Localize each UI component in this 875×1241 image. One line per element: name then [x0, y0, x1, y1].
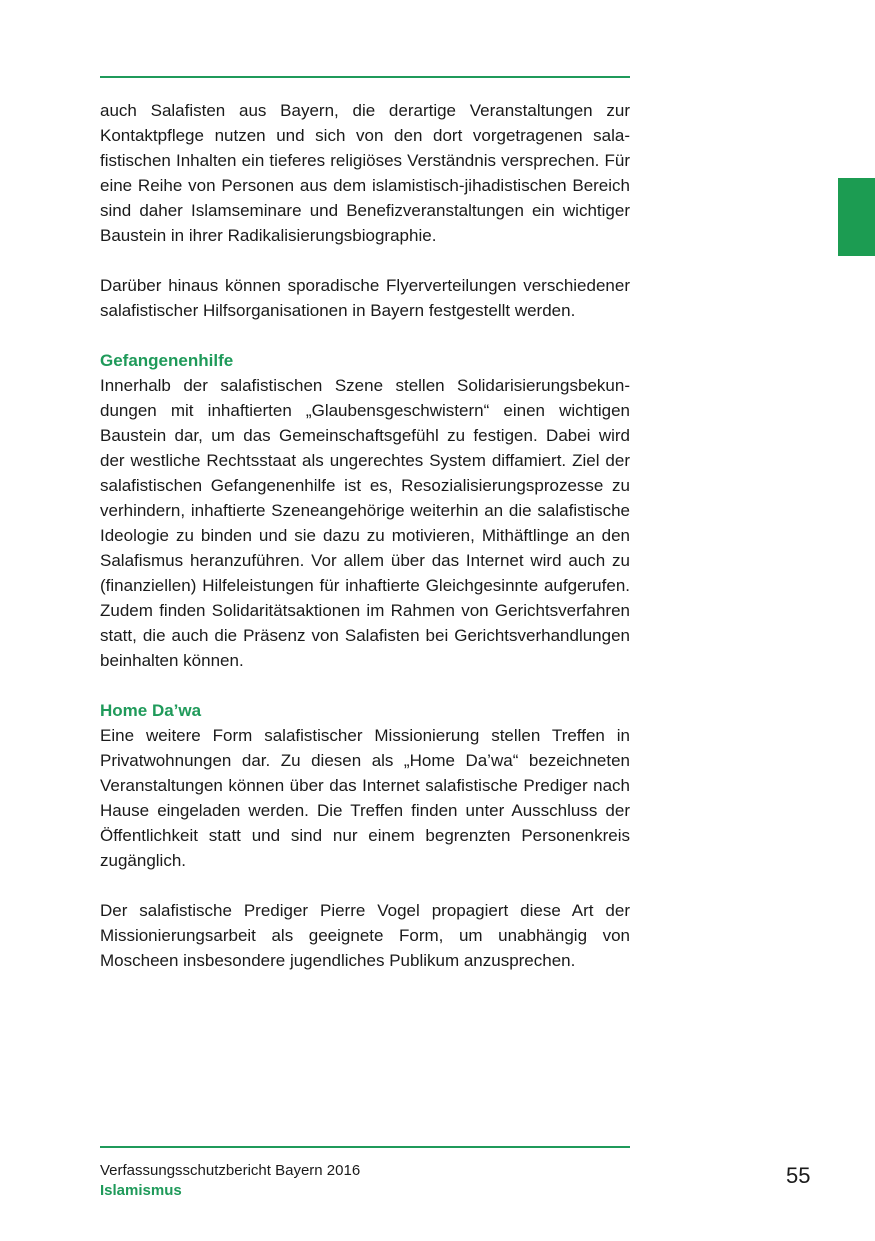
chapter-tab-marker [838, 178, 875, 256]
paragraph: Eine weitere Form salafistischer Missionierung stellen Treffen in Privatwohnungen dar. Zu diesen als „Home Da’wa“ bezeichneten Veranstaltungen können über das Internet salafistische Prediger nach Hause eingeladen werden. Die Treffen finden unter Ausschluss der Öffentlichkeit statt und sind nur einem begrenzten Personenkreis zugänglich. [100, 726, 630, 870]
section-heading-gefangenenhilfe: Gefangenenhilfe [100, 351, 234, 370]
bottom-divider [100, 1146, 630, 1148]
footer-section-name: Islamismus [100, 1182, 182, 1199]
page-number: 55 [786, 1163, 811, 1188]
paragraph: Der salafistische Prediger Pierre Vogel propagiert diese Art der Missionierungsarbeit als geeignete Form, um unabhängig von Moscheen insbesondere jugendliches Publikum anzusprechen. [100, 901, 630, 970]
paragraph: auch Salafisten aus Bayern, die derartige Veranstaltungen zur Kontaktpflege nutzen und sich von den dort vorgetragenen salafistischen Inhalten ein tieferes religiöses Verständnis versprechen. Für eine Reihe von Personen aus dem islamistisch-jihadistischen Bereich sind daher Islamseminare und Benefizveranstaltungen ein wichtiger Baustein in ihrer Radikalisierungsbiographie. [100, 101, 630, 245]
paragraph: Innerhalb der salafistischen Szene stellen Solidarisierungsbekundungen mit inhaftierten „Glaubensgeschwistern“ einen wichtigen Baustein dar, um das Gemeinschaftsgefühl zu festigen. Dabei wird der westliche Rechtsstaat als ungerechtes System diffamiert. Ziel der salafistischen Gefangenenhilfe ist es, Resozialisierungsprozesse zu verhindern, inhaftierte Szeneangehörige weiterhin an die salafistische Ideologie zu binden und sie dazu zu motivieren, Mithäftlinge an den Salafismus heranzuführen. Vor allem über das Internet wird auch zu (finanziellen) Hilfeleistungen für inhaftierte Gleichgesinnte aufgerufen. Zudem finden Solidaritätsaktionen im Rahmen von Gerichtsverfahren statt, die auch die Präsenz von Salafisten bei Gerichtsverhandlungen beinhalten können. [100, 376, 630, 670]
paragraph: Darüber hinaus können sporadische Flyerverteilungen verschiedener salafistischer Hilfsorganisationen in Bayern festgestellt werden. [100, 276, 630, 320]
top-divider [100, 76, 630, 78]
section-heading-home-dawa: Home Da’wa [100, 701, 202, 720]
footer-report-title: Verfassungsschutzbericht Bayern 2016 [100, 1162, 361, 1179]
footer [100, 1161, 360, 1201]
page-content [100, 98, 630, 973]
